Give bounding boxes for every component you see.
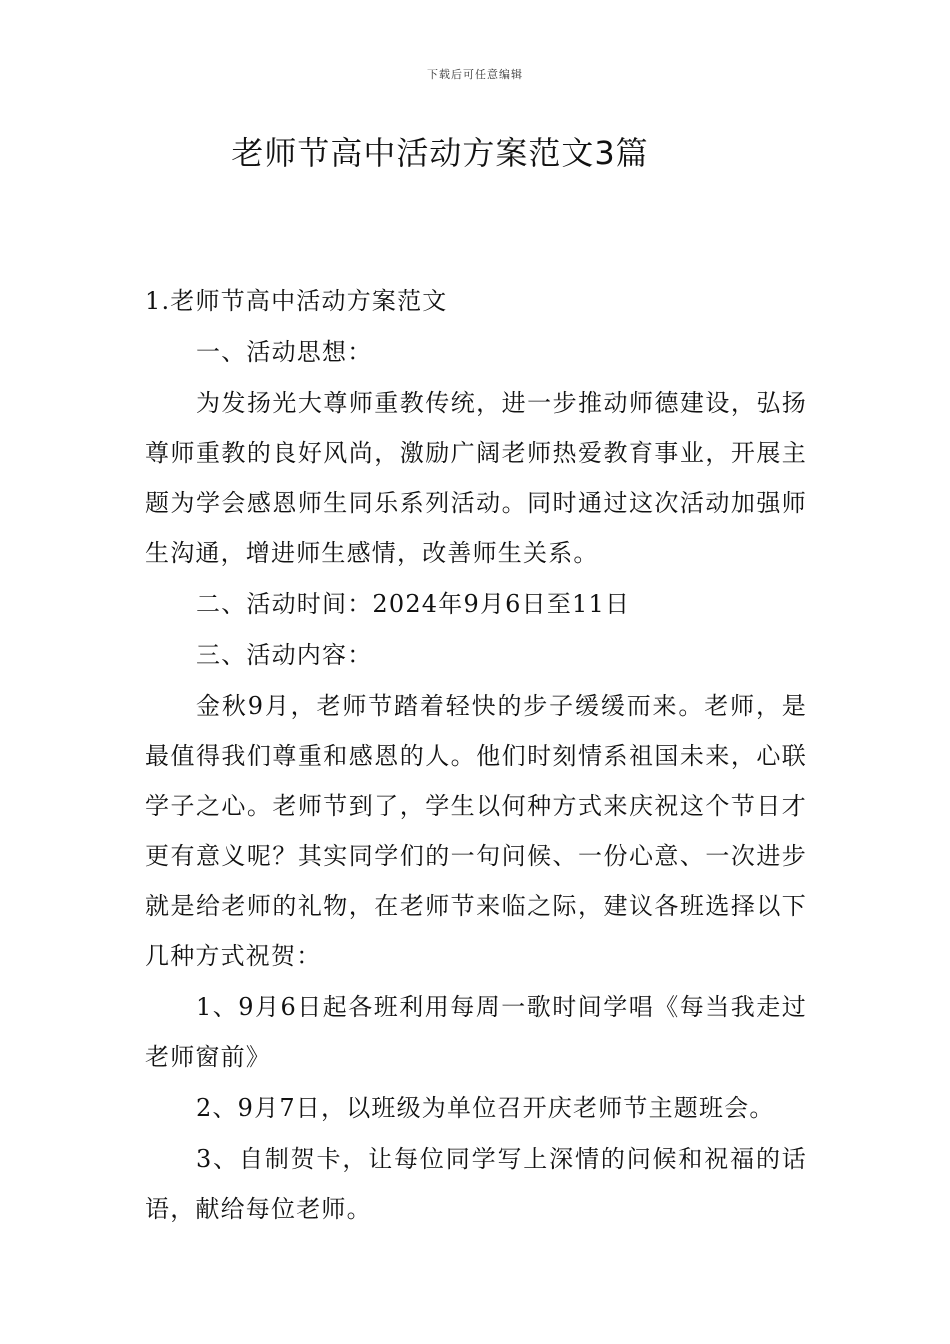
paragraph-activity-idea-heading: 一、活动思想： xyxy=(196,338,373,366)
paragraph-activity-idea: 为发扬光大尊师重教传统，进一步推动师德建设，弘扬尊师重教的良好风尚，激励广阔老师热爱教育事业，开展主题为学会感恩师生同乐系列活动。同时通过这次活动加强师生沟通，增进师生感情，改善师生关系。 xyxy=(145,389,807,567)
document-body xyxy=(145,276,807,1235)
section-heading: 1.老师节高中活动方案范文 xyxy=(145,287,448,315)
paragraph-activity-time: 二、活动时间：2024年9月6日至11日 xyxy=(196,590,631,618)
list-item-1: 1、9月6日起各班利用每周一歌时间学唱《每当我走过老师窗前》 xyxy=(145,993,807,1071)
document-title: 老师节高中活动方案范文3篇 xyxy=(231,134,649,172)
header-note: 下载后可任意编辑 xyxy=(427,68,523,81)
list-item-2: 2、9月7日，以班级为单位召开庆老师节主题班会。 xyxy=(196,1094,775,1122)
paragraph-activity-content: 金秋9月，老师节踏着轻快的步子缓缓而来。老师，是最值得我们尊重和感恩的人。他们时刻情系祖国未来，心联学子之心。老师节到了，学生以何种方式来庆祝这个节日才更有意义呢？其实同学们的一句问候、一份心意、一次进步就是给老师的礼物，在老师节来临之际，建议各班选择以下几种方式祝贺： xyxy=(145,692,807,970)
paragraph-activity-content-heading: 三、活动内容： xyxy=(196,641,373,669)
list-item-3: 3、自制贺卡，让每位同学写上深情的问候和祝福的话语，献给每位老师。 xyxy=(145,1145,807,1223)
